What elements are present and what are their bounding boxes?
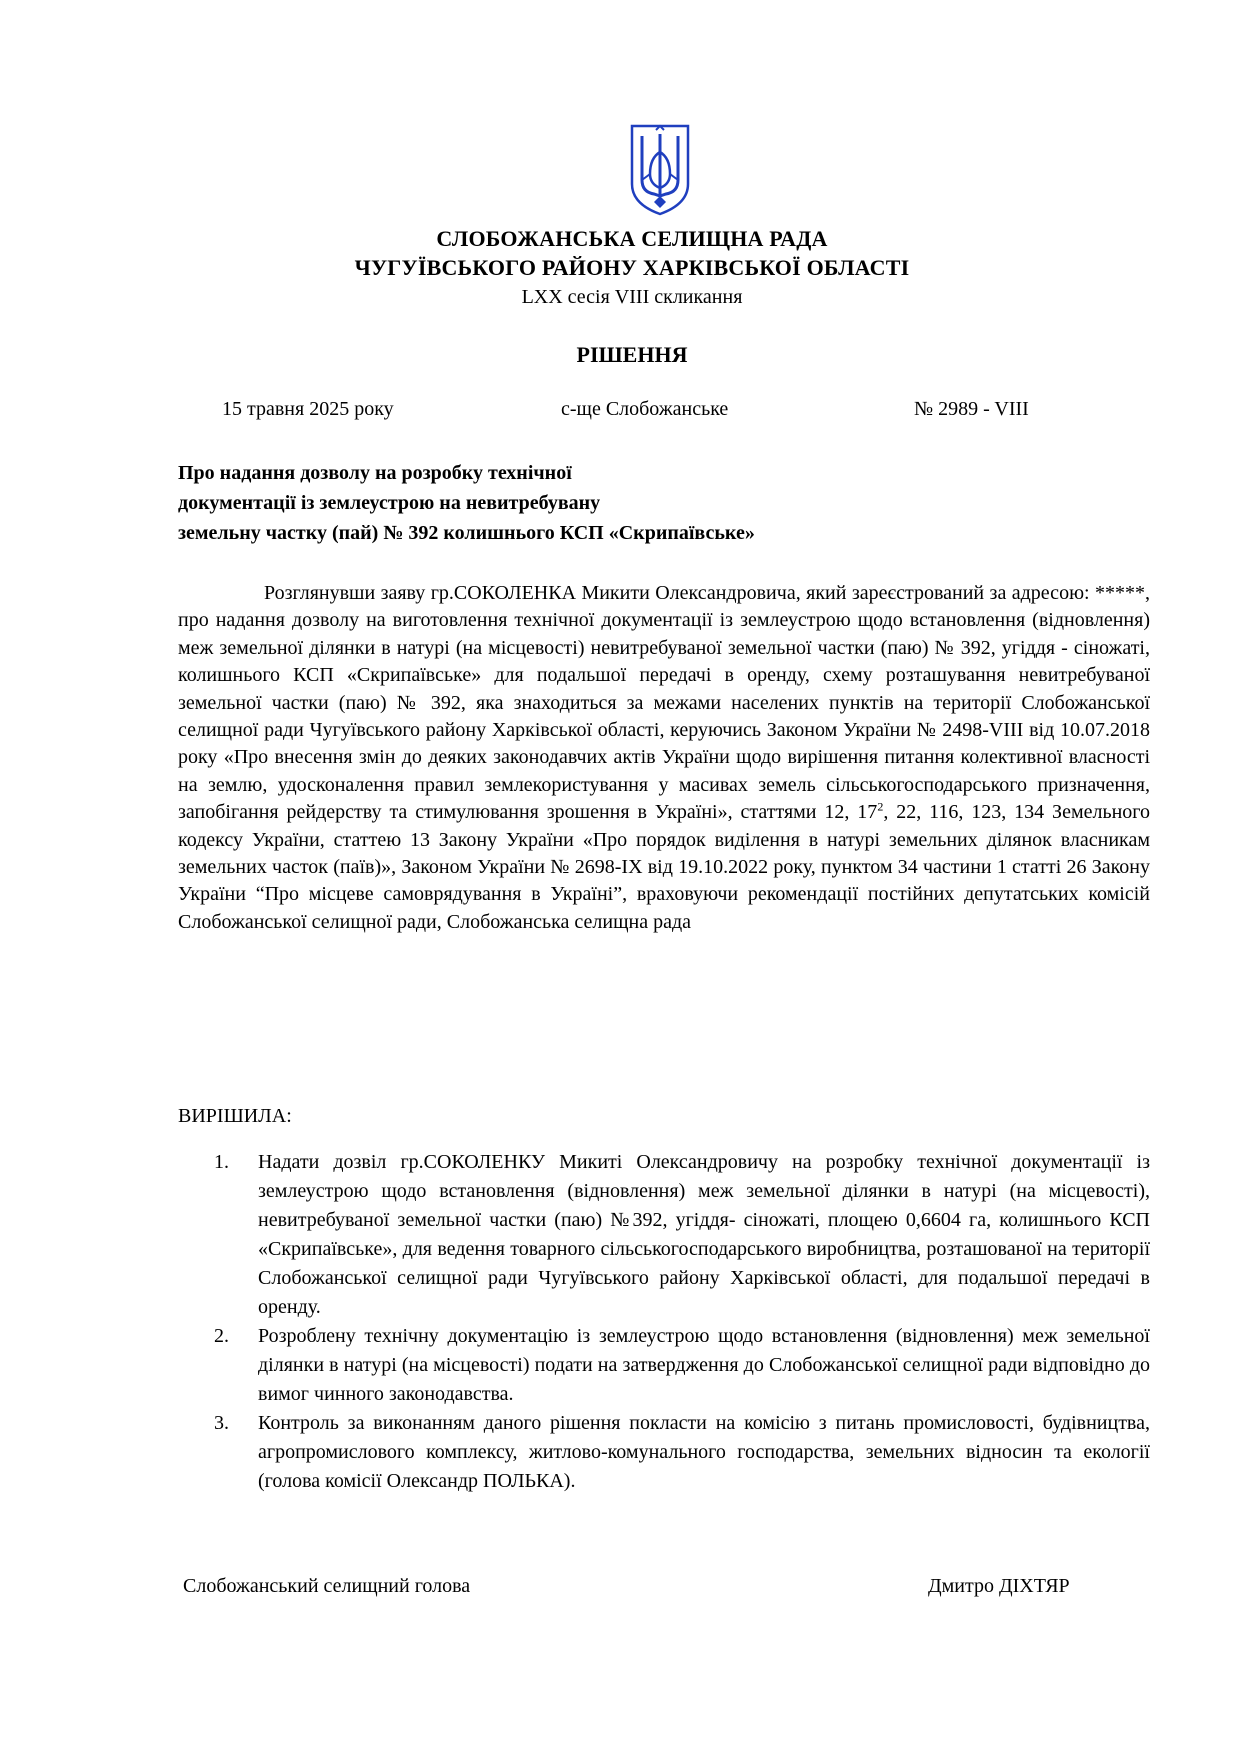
council-name: СЛОБОЖАНСЬКА СЕЛИЩНА РАДА — [436, 226, 828, 251]
item-number: 2. — [214, 1325, 229, 1347]
preamble-paragraph — [178, 580, 1150, 936]
item-number: 1. — [214, 1151, 229, 1173]
item-number: 3. — [214, 1412, 229, 1434]
signatory-title: Слобожанський селищний голова — [183, 1575, 471, 1597]
subject-line: документації із землеустрою на невитребувану — [178, 492, 601, 514]
subject-line: Про надання дозволу на розробку технічної — [178, 462, 572, 484]
subject-line: земельну частку (пай) № 392 колишнього КСП «Скрипаївське» — [178, 522, 755, 544]
item-text: Надати дозвіл гр.СОКОЛЕНКУ Микиті Олександровичу на розробку технічної документації із землеустрою щодо встановлення (відновлення) меж земельної ділянки в натурі (на місцевості), невитребуваної земельної частки (паю) №392, угіддя- сіножаті, площею 0,6604 га, колишнього КСП «Скрипаївське», для ведення товарного сільськогосподарського виробництва, розташованої на території Слобожанської селищної ради Чугуївського району Харківської області, для подальшої передачі в оренду. — [258, 1151, 1150, 1318]
decision-place: с-ще Слобожанське — [561, 398, 729, 420]
item-text: Контроль за виконанням даного рішення покласти на комісію з питань промисловості, будівництва, агропромислового комплексу, житлово-комунального господарства, земельних відносин та екології (голова комісії Олександр ПОЛЬКА). — [258, 1412, 1150, 1492]
decision-date: 15 травня 2025 року — [222, 398, 394, 420]
coat-of-arms-icon — [628, 122, 692, 218]
district-name: ЧУГУЇВСЬКОГО РАЙОНУ ХАРКІВСЬКОЇ ОБЛАСТІ — [354, 255, 910, 280]
decision-item — [178, 1322, 1150, 1409]
decision-number: № 2989 - VIII — [914, 398, 1029, 420]
session-info: LXX сесія VIII скликання — [521, 286, 743, 308]
decision-item — [178, 1148, 1150, 1322]
document-type: РІШЕННЯ — [576, 342, 688, 367]
preamble-text: , 22, 116, 123, 134 Земельного кодексу України, статтею 13 Закону України «Про порядок виділення в натурі земельних ділянок власникам земельних часток (паїв)», Законом України № 2698-IX від 19.10.2022 року, пунктом 34 частини 1 статті 26 Закону України “Про місцеве самоврядування в Україні”, враховуючи рекомендації постійних депутатських комісій Слобожанської селищної ради, Слобожанська селищна рада — [178, 801, 1150, 933]
resolved-label: ВИРІШИЛА: — [178, 1105, 292, 1127]
preamble-text: Розглянувши заяву гр.СОКОЛЕНКА Микити Олександровича, який зареєстрований за адресою: *****, про надання дозволу на виготовлення технічної документації із землеустрою щодо встановлення (відновлення) меж земельної ділянки в натурі (на місцевості) невитребуваної земельної частки (паю) № 392, угіддя - сіножаті, колишнього КСП «Скрипаївське» для подальшої передачі в оренду, схему розташування невитребуваної земельної частки (паю) № 392, яка знаходиться за межами населених пунктів на території Слобожанської селищної ради Чугуївського району Харківської області, керуючись Законом України № 2498-VIII від 10.07.2018 року «Про внесення змін до деяких законодавчих актів України щодо вирішення питання колективної власності на землю, удосконалення правил землекористування у масивах земель сільськогосподарського призначення, запобігання рейдерству та стимулювання зрошення в Україні», статтями 12, 17 — [178, 582, 1150, 824]
decision-subject — [178, 458, 978, 548]
superscript: 2 — [877, 799, 884, 814]
item-text: Розроблену технічну документацію із землеустрою щодо встановлення (відновлення) меж земельної ділянки в натурі (на місцевості) подати на затвердження до Слобожанської селищної ради відповідно до вимог чинного законодавства. — [258, 1325, 1150, 1405]
decision-items-list — [178, 1148, 1150, 1496]
decision-item — [178, 1409, 1150, 1496]
signatory-name: Дмитро ДІХТЯР — [928, 1575, 1070, 1597]
